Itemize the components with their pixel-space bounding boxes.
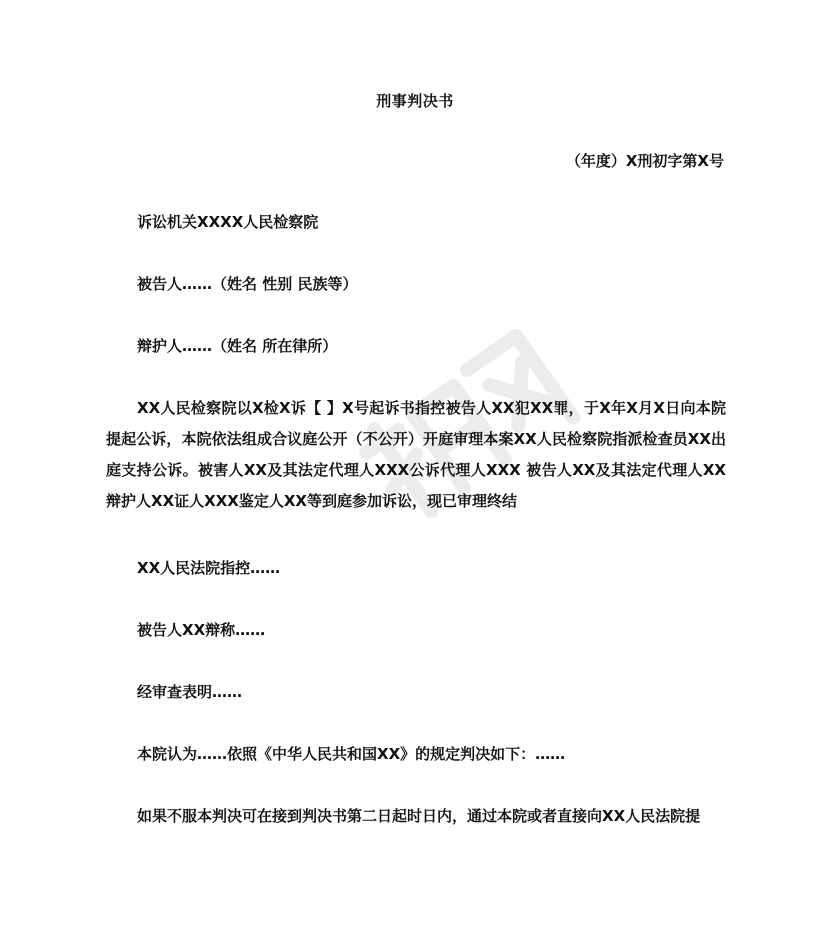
paragraph-findings: 经审查表明…… <box>137 683 243 701</box>
paragraph-defendant: 被告人……（姓名 性别 民族等） <box>137 275 358 293</box>
paragraph-defender: 辩护人……（姓名 所在律所） <box>137 337 338 355</box>
document-title: 刑事判决书 <box>376 92 454 110</box>
paragraph-appeal-notice: 如果不服本判决可在接到判决书第二日起时日内，通过本院或者直接向XX人民法院提 <box>137 807 701 825</box>
paragraph-case-summary: XX人民检察院以X检X诉【 】X号起诉书指控被告人XX犯XX罪，于X年X月X日向本院提起公诉，本院依法组成合议庭公开（不公开）开庭审理本案XX人民检察院指派检查员XX出庭支持公诉。被害人XX及其法定代理人XXX公诉代理人XXX 被告人XX及其法定代理人XX辩护人XX证人XXX鉴定人XX等到庭参加诉讼，现已审理终结 <box>106 399 726 510</box>
paragraph-prosecuting-agency: 诉讼机关XXXX人民检察院 <box>137 213 319 231</box>
paragraph-defendant-plea: 被告人XX辩称…… <box>137 621 266 639</box>
paragraph-judgment: 本院认为……依照《中华人民共和国XX》的规定判决如下：…… <box>137 745 566 763</box>
case-number: （年度）X刑初字第X号 <box>565 152 724 170</box>
paragraph-court-accusation: XX人民法院指控…… <box>137 559 281 577</box>
